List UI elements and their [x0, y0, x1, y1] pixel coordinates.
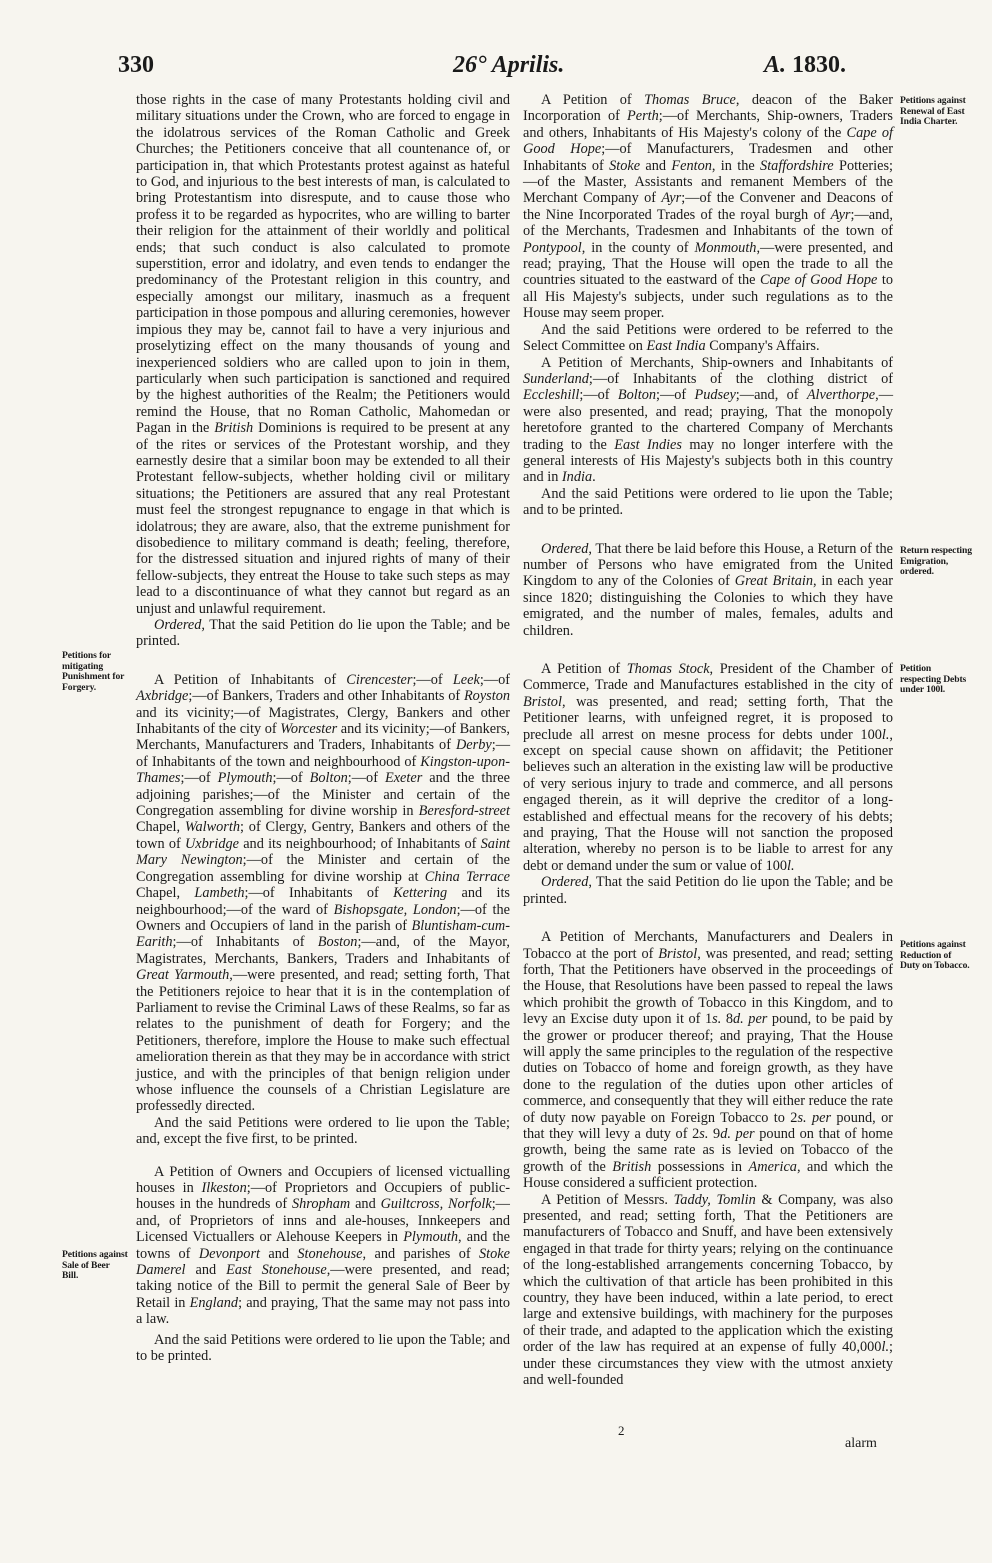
right-column [523, 92, 893, 1388]
text-run: ;—and, of Proprietors of inns and ale-houses, Innkeepers and Licensed Victuallers or Alehouse Keepers in [136, 1196, 510, 1246]
paragraph-tobacco-petition [523, 929, 893, 1192]
italic-term: l. [881, 726, 890, 743]
text-run: ;—of Inhabitants of [244, 885, 394, 902]
text-run: , was presented, and read; setting forth, That the Petitioners have observed in the proceedings of the House, that Resolutions have been passed to repeal the laws which prohibit the growth of Tobacco in this Kingdom, and to levy an Excise duty upon it of 1 [523, 945, 893, 1028]
text-run: A Petition of [541, 92, 645, 108]
italic-term: East Indies [614, 436, 682, 453]
italic-term: s. per [797, 1109, 832, 1126]
italic-term: Boston [317, 934, 358, 951]
text-run: and its neighbourhood;—of the ward of [136, 885, 510, 918]
text-run: ,—were also presented, and read; praying, That the monopoly heretofore granted to the chartered Company of Merchants trading to the [523, 387, 893, 453]
paragraph-text: Dominions is required to be present at any of the rites or services of the Protestant worship, and they earnestly desire that a similar boon may be extended to all their Protestant fellow-subjects, whether holding civil or military situations; the Petitioners are assured that any real Protestant must feel the strongest repugnance to engage in that which is idolatrous; they are aware, also, that the extreme punishment for disobedience to military command is death; feeling, therefore, for the distressed situation and injured rights of many of their fellow-subjects, they entreat the House to take such steps as may lead to a discontinuance of what they cannot but regard as an unjust and unlawful requirement. [136, 420, 511, 617]
italic-term: s. [699, 1125, 709, 1142]
italic-term: Cape of Good Hope [759, 272, 878, 289]
italic-term: d. per [720, 1125, 755, 1142]
italic-term: Bristol [658, 945, 698, 962]
italic-term: Ilkeston [201, 1180, 247, 1196]
year-value: 1830. [792, 52, 847, 78]
text-run: ;—of Proprietors and Occupiers of public-houses in the hundreds of [136, 1180, 510, 1213]
italic-term: Plymouth [403, 1229, 458, 1246]
page-header [0, 52, 992, 86]
italic-term: Pontypool [523, 239, 582, 256]
paragraph-monopoly-ordered: And the said Petitions were ordered to lie upon the Table; and to be printed. [523, 485, 893, 519]
italic-term: Ayr [830, 206, 851, 223]
text-run: ;—of [579, 387, 618, 404]
text-run: ;—of [180, 770, 218, 787]
paragraph-east-india-petition [523, 92, 893, 322]
italic-term: l. [787, 857, 795, 874]
text-run: ; and praying, That the same may not pass into a law. [136, 1294, 510, 1328]
text-run: ;—of Merchants, Ship-owners, Traders and others, Inhabitants of His Majesty's colony of the [523, 108, 893, 141]
text-run: , and which the House considered a sufficient protection. [523, 1158, 893, 1192]
italic-term: Taddy, Tomlin [673, 1191, 756, 1208]
text-run: ;—of the Minister and certain of the Congregation assembling for divine worship at [136, 852, 510, 885]
paragraph-text: That the said Petition do lie upon the Table; and be printed. [136, 617, 510, 650]
italic-term: Kingston-upon-Thames [136, 753, 510, 787]
text-run: pound, or that they will levy a duty of 2 [523, 1109, 893, 1142]
text-run: Company's Affairs. [705, 338, 820, 355]
left-column [136, 92, 510, 1364]
italic-term: Bluntisham-cum-Earith [136, 917, 510, 951]
paragraph-debts-petition [523, 661, 893, 874]
italic-term: Bristol [523, 693, 562, 710]
paragraph-beer-petition [136, 1164, 510, 1328]
text-run: , President of the Chamber of Commerce, Trade and Manufactures established in the city of [523, 661, 893, 694]
margin-note-debts: Petition respecting Debts under 100l. [900, 663, 967, 696]
paragraph-ordered-lie [136, 617, 510, 650]
italic-term: Pudsey [694, 387, 736, 404]
margin-note-east-india: Petitions against Renewal of East India Charter. [900, 95, 966, 128]
italic-term: Guiltcross, Norfolk [380, 1196, 492, 1213]
text-run: , in the county of [581, 239, 695, 256]
italic-term: Ordered [541, 874, 589, 891]
italic-term: Ordered [541, 540, 589, 557]
margin-note-forgery: Petitions for mitigating Punishment for Forgery. [62, 650, 125, 693]
italic-term: Axbridge [136, 688, 189, 705]
text-run: . [592, 469, 596, 486]
italic-term: Beresford-street [418, 803, 510, 820]
italic-term: China Terrace [424, 868, 510, 885]
margin-note-beer: Petitions against Sale of Beer Bill. [62, 1249, 128, 1282]
italic-term: Lambeth [194, 885, 245, 902]
italic-term: Bishopsgate, London [333, 901, 457, 918]
italic-term: Stonehouse [297, 1245, 363, 1262]
text-run: , and the towns of [136, 1229, 510, 1262]
text-run: , deacon of the Baker Incorporation of [523, 92, 893, 125]
text-run: ,—were presented, and read; setting forth, That the Petitioners rejoice to hear that it is in the contemplation of Parliament to revise the Criminal Laws of these Realms, so far as relates to the punishment of death for Forgery; and the Petitioners, therefore, implore the House to make such effectual amelioration therein as that they may be in accordance with strict justice, and with the principles of that benign religion under whose influence the counsels of a Christian Legislature are professedly directed. [136, 967, 511, 1115]
text-run: , except on special cause shown on affidavit; the Petitioner believes such an alteration in the existing law will be productive of very serious injury to trade and commerce, and all persons engaged therein, as it will deprive the creditor of a long-established and effectual means for the recovery of his debts; and praying, That the House will not sanction the proposed alteration, whereby no person is to be liable to arrest for any debt or demand under the sum or value of 100 [523, 726, 893, 874]
italic-term: Ayr [661, 190, 682, 207]
italic-term: Walworth [184, 819, 240, 836]
text-run: , was presented, and read; setting forth, That the Petitioner learns, with unfeigned regret, it is proposed to preclude all arrest on mesne process for debts under 100 [523, 693, 893, 743]
italic-term: Stoke [609, 157, 641, 174]
italic-term: Sunderland [523, 370, 589, 387]
italic-term: Worcester [280, 721, 338, 738]
italic-term: Thomas Stock [626, 661, 710, 677]
text-run: and the three adjoining parishes;—of the Minister and certain of the Congregation assembling for divine worship in [136, 770, 510, 820]
italic-term: Fenton [671, 157, 712, 174]
text-run: 9 [708, 1125, 721, 1142]
italic-term: Bolton [617, 387, 656, 404]
text-run: and [185, 1262, 227, 1279]
italic-term: Alverthorpe [806, 387, 876, 404]
text-run: and its neighbourhood; of Inhabitants of [238, 835, 481, 852]
italic-term: Devonport [198, 1245, 260, 1262]
text-run: , in the [711, 157, 761, 174]
text-run: ;—of [656, 387, 695, 404]
italic-term: Eccleshill [523, 387, 580, 404]
paragraph-beer-ordered: And the said Petitions were ordered to lie upon the Table; and to be printed. [136, 1331, 510, 1365]
paragraph-east-india-referred [523, 322, 893, 355]
text-run: ,—were presented, and read; praying, That the House will open the trade to all the countries situated to the eastward of the [523, 239, 893, 289]
text-run: ;—and, of the Mayor, Magistrates, Merchants, Bankers, Traders and Inhabitants of [136, 934, 510, 967]
text-run: , That there be laid before this House, a Return of the number of Persons who have emigrated from the United Kingdom to any of the Colonies of [523, 540, 893, 590]
text-run: Chapel, [136, 819, 185, 836]
italic-term: America [748, 1158, 797, 1175]
text-run: to all His Majesty's subjects, under such regulations as to the House may seem proper. [523, 272, 893, 322]
text-run: ,—were presented, and read; taking notice of the Bill to permit the general Sale of Beer by Retail in [136, 1262, 510, 1311]
paragraph-forgery-petition [136, 672, 510, 1115]
text-run: ;—of Inhabitants of the town and neighbourhood of [136, 737, 510, 770]
text-run: ; of Clergy, Gentry, Bankers and others of the town of [136, 819, 510, 852]
text-run: & Company, was also presented, and read; setting forth, That the Petitioners are manufacturers of Tobacco and Snuff, and have been extensively engaged in that trade for thirty years; relying on the continuance of the long-established arrangements concerning Tobacco, by which the cultivation of that article has been prohibited in this country, they have been induced, within a late period, to erect large and extensive buildings, with machinery for the purposes of their trade, and adapted to the application which the existing order of the law has required at an expense of fully 40,000 [523, 1191, 893, 1356]
page-number: 330 [118, 52, 154, 78]
text-run: may no longer interfere with the general interests of His Majesty's subjects both in this country and in [523, 436, 893, 486]
running-date: 26° Aprilis. [453, 52, 565, 78]
italic-term: Plymouth [217, 770, 273, 787]
running-year [764, 52, 846, 79]
text-run: Chapel, [136, 885, 195, 902]
italic-term: Kettering [393, 885, 448, 902]
text-run: and [640, 157, 672, 174]
text-run: ;—of Bankers, Traders and other Inhabitants of [188, 688, 464, 705]
italic-term: l. [881, 1339, 890, 1356]
italic-term: Derby [455, 737, 492, 754]
italic-term: Monmouth [694, 239, 757, 256]
text-run: 8 [721, 1011, 734, 1028]
paragraph-forgery-ordered: And the said Petitions were ordered to lie upon the Table; and, except the five first, to be printed. [136, 1114, 510, 1148]
italic-term: East Stonehouse [226, 1262, 327, 1279]
italic-term: Cape of Good Hope [523, 124, 894, 158]
text-run: and [260, 1245, 298, 1262]
italic-term: Shropham [292, 1196, 351, 1213]
catchword: alarm [845, 1436, 877, 1451]
text-run: and its vicinity;—of Magistrates, Clergy, Bankers and other Inhabitants of the city of [136, 704, 510, 738]
paragraph-monopoly-petition [523, 355, 893, 486]
italic-term: Staffordshire [760, 157, 834, 174]
paragraph-debts-ordered [523, 874, 893, 907]
italic-term: England [189, 1294, 239, 1311]
italic-term: Bolton [309, 770, 348, 787]
italic-term: Leek [452, 671, 480, 688]
text-run: , That the said Petition do lie upon the Table; and be printed. [523, 874, 893, 907]
italic-term: British [214, 420, 254, 437]
italic-term: Great Britain [734, 573, 813, 590]
text-run: A Petition of Messrs. [541, 1191, 674, 1208]
italic-term: Cirencester [346, 671, 413, 688]
text-run: ;—of [412, 671, 453, 688]
text-run: and [350, 1196, 381, 1213]
text-run: ;—of Inhabitants of [172, 934, 318, 951]
italic-term: Exeter [384, 770, 423, 787]
margin-note-tobacco: Petitions against Reduction of Duty on Tobacco. [900, 939, 970, 972]
text-run: Potteries;—of the Master, Assistants and remanent Members of the Merchant Company of [523, 157, 893, 207]
text-run: and its vicinity;—of Bankers, Merchants, Manufacturers and Traders, Inhabitants of [136, 721, 510, 754]
italic-term: Perth [626, 108, 659, 125]
italic-term: British [612, 1158, 652, 1175]
paragraph-emigration-return [523, 541, 893, 639]
paragraph-text: those rights in the case of many Protestants holding civil and military situations under the Crown, who are forced to engage in the idolatrous services of the Roman Catholic and Greek Churches; the Petitioners conceive that all countenance of, or participation in, that which Protestants protest against as hateful to God, and injurious to the best interests of man, is calculated to bring Protestantism into disrespute, and to cause those who profess it to be regarded as hypocrites, who are willing to barter their religion for the attainment of their worldly and political ends; that such conduct is also calculated to promote superstition, error and idolatry, and even tends to endanger the predominancy of the Protestant religion in this country, and especially amongst our military, inasmuch as a frequent participation in those pompous and alluring ceremonies, however impious they may be, cannot fail to have a very injurious and proselytizing effect on the many thousands of young and inexperienced soldiers who are called upon to join in them, particularly when such participation is sanctioned and required by the highest authorities of the Realm; the Petitioners would remind the House, that no Roman Catholic, Mahomedan or Pagan in the [136, 92, 511, 437]
italic-term: Saint Mary Newington [136, 835, 510, 869]
text-run: pound, to be paid by the grower or producer thereof; and praying, That the House will apply the same principles to the regulation of the respective duties on Tobacco of home and foreign growth, as they have done to the regulation of the duties upon other articles of commerce, and consequently that they will either reduce the rate of duty now payable on Foreign Tobacco to 2 [523, 1011, 893, 1126]
text-run: ; under these circumstances they view with the utmost anxiety and well-founded [523, 1339, 893, 1389]
text-run: ;—of Manufacturers, Tradesmen and other Inhabitants of [523, 141, 893, 174]
text-run: And the said Petitions were ordered to be referred to the Select Committee on [523, 321, 893, 355]
text-run: , in each year since 1820; distinguishing the Colonies to which they have emigrated, and the number of males, females, adults and children. [523, 573, 893, 639]
text-run: A Petition of Owners and Occupiers of licensed victualling houses in [136, 1163, 510, 1196]
text-run: ;—of Inhabitants of the clothing district of [588, 370, 893, 387]
text-run: ;—and, of the Merchants, Tradesmen and Inhabitants of the town of [523, 206, 893, 240]
italic-term: India [561, 469, 593, 486]
text-run: ;—of [347, 770, 385, 787]
paragraph-taddy-petition [523, 1192, 893, 1389]
text-run: A Petition of [541, 661, 627, 677]
italic-term: Uxbridge [184, 835, 239, 852]
text-run: ;—of [272, 770, 310, 787]
italic-term: East India [646, 338, 706, 355]
text-run: pound on that of home growth, being the same rate as is levied on Tobacco of the growth of the [523, 1125, 893, 1175]
year-prefix: A. [764, 52, 787, 78]
text-run: ;—of the Convener and Deacons of the Nine Incorporated Trades of the royal burgh of [523, 190, 893, 223]
text-run: , and parishes of [362, 1245, 480, 1262]
signature-mark: 2 [618, 1423, 625, 1438]
italic-term: Stoke Damerel [136, 1245, 510, 1279]
text-run: A Petition of Inhabitants of [154, 671, 347, 688]
italic-term: Royston [463, 688, 510, 705]
text-run: ;—and, of [735, 387, 807, 404]
text-run: A Petition of Merchants, Ship-owners and Inhabitants of [541, 354, 893, 371]
ordered-word: Ordered, [154, 617, 205, 633]
paragraph-protestant-petition [136, 92, 510, 617]
margin-note-emigration: Return respecting Emigration, ordered. [900, 545, 972, 578]
text-run: ;—of the Owners and Occupiers of land in the parish of [136, 901, 510, 934]
text-run: ;—of [479, 671, 511, 688]
italic-term: Great Yarmouth [136, 967, 230, 984]
italic-term: Thomas Bruce [644, 92, 736, 108]
italic-term: d. per [733, 1011, 768, 1028]
text-run: A Petition of Merchants, Manufacturers and Dealers in Tobacco at the port of [523, 929, 893, 962]
text-run: possessions in [651, 1158, 749, 1175]
italic-term: s. [712, 1011, 722, 1028]
